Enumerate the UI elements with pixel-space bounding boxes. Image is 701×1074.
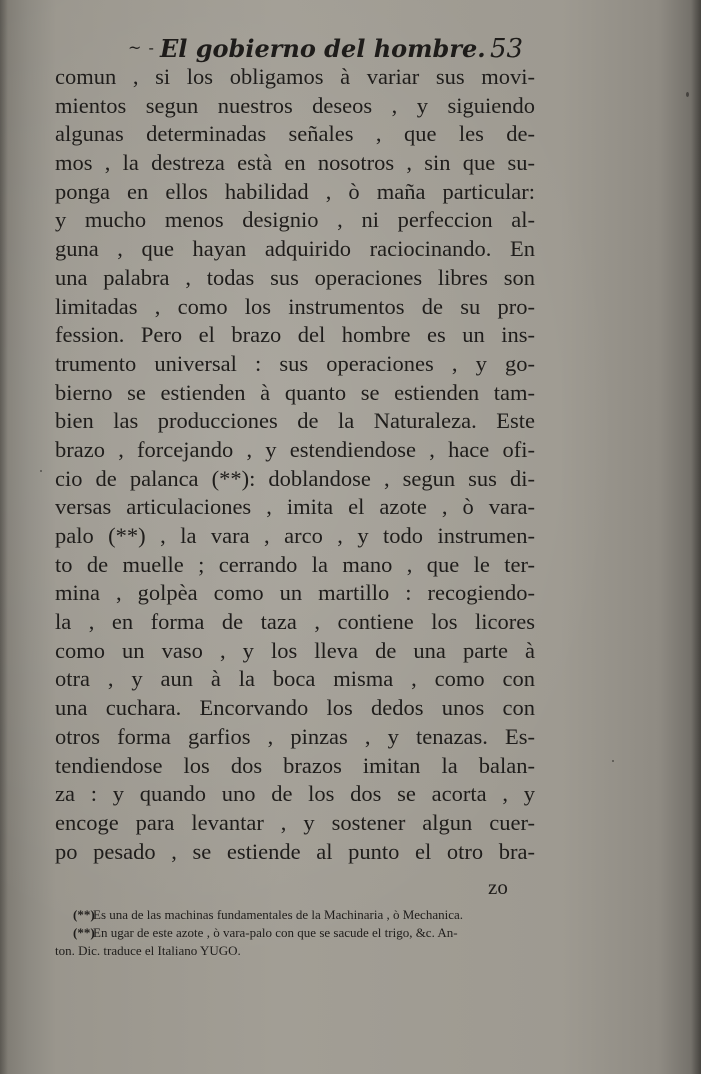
- paper-speck: [612, 760, 614, 762]
- paper-speck: [40, 470, 42, 472]
- text-line: za : y quando uno de los dos se acorta , y: [55, 781, 535, 807]
- text-line: versas articulaciones , imita el azote , ò vara-: [55, 494, 535, 520]
- catchword: zo: [488, 875, 508, 899]
- page-edge-shadow: [691, 0, 701, 1074]
- text-line: po pesado , se estiende al punto el otro bra-: [55, 838, 535, 864]
- text-line: guna , que hayan adquirido raciocinando. En: [55, 236, 535, 262]
- running-header: [120, 32, 540, 66]
- footnote-marker: (**): [73, 907, 95, 922]
- body-text: [55, 63, 535, 866]
- text-line: fession. Pero el brazo del hombre es un ins-: [55, 322, 535, 348]
- header-ornament: ~ -: [128, 38, 155, 57]
- text-line: mina , golpèa como un martillo : recogiendo-: [55, 580, 535, 606]
- footnote-line: [55, 924, 535, 942]
- text-line: bien las producciones de la Naturaleza. Este: [55, 408, 535, 434]
- text-line: mos , la destreza està en nosotros , sin que su-: [55, 150, 535, 176]
- text-line: ponga en ellos habilidad , ò maña particular:: [55, 178, 535, 204]
- header-title: El gobierno del hombre.: [160, 34, 486, 63]
- text-line: otra , y aun à la boca misma , como con: [55, 666, 535, 692]
- footnotes: [55, 906, 535, 960]
- footnote-line: [55, 942, 535, 960]
- text-line: la , en forma de taza , contiene los licores: [55, 609, 535, 635]
- page-number: 53: [490, 34, 524, 64]
- text-line: bierno se estienden à quanto se estienden tam-: [55, 379, 535, 405]
- text-line: otros forma garfios , pinzas , y tenazas. Es-: [55, 723, 535, 749]
- text-line: y mucho menos designio , ni perfeccion al-: [55, 207, 535, 233]
- text-line: cio de palanca (**): doblandose , segun sus di-: [55, 465, 535, 491]
- text-line: encoge para levantar , y sostener algun cuer-: [55, 809, 535, 835]
- text-line: una cuchara. Encorvando los dedos unos con: [55, 695, 535, 721]
- text-line: tendiendose los dos brazos imitan la balan-: [55, 752, 535, 778]
- footnote-marker: (**): [73, 925, 95, 940]
- page-gutter-shadow: [0, 0, 8, 1074]
- text-line: limitadas , como los instrumentos de su pro-: [55, 293, 535, 319]
- text-line: to de muelle ; cerrando la mano , que le ter-: [55, 551, 535, 577]
- text-line: trumento universal : sus operaciones , y go-: [55, 350, 535, 376]
- footnote-text: En ugar de este azote , ò vara-palo con que se sacude el trigo, &c. An-: [93, 925, 458, 940]
- text-line: una palabra , todas sus operaciones libres son: [55, 264, 535, 290]
- text-line: algunas determinadas señales , que les de-: [55, 121, 535, 147]
- text-line: brazo , forcejando , y estendiendose , hace ofi-: [55, 436, 535, 462]
- footnote-line: [55, 906, 535, 924]
- footnote-text: ton. Dic. traduce el Italiano YUGO.: [55, 943, 241, 958]
- paper-speck: [686, 92, 689, 97]
- text-line: palo (**) , la vara , arco , y todo instrumen-: [55, 523, 535, 548]
- text-line: mientos segun nuestros deseos , y siguiendo: [55, 92, 535, 118]
- text-line: como un vaso , y los lleva de una parte à: [55, 637, 535, 663]
- footnote-text: Es una de las machinas fundamentales de la Machinaria , ò Mechanica.: [93, 907, 463, 922]
- text-line: comun , si los obligamos à variar sus movi-: [55, 64, 535, 89]
